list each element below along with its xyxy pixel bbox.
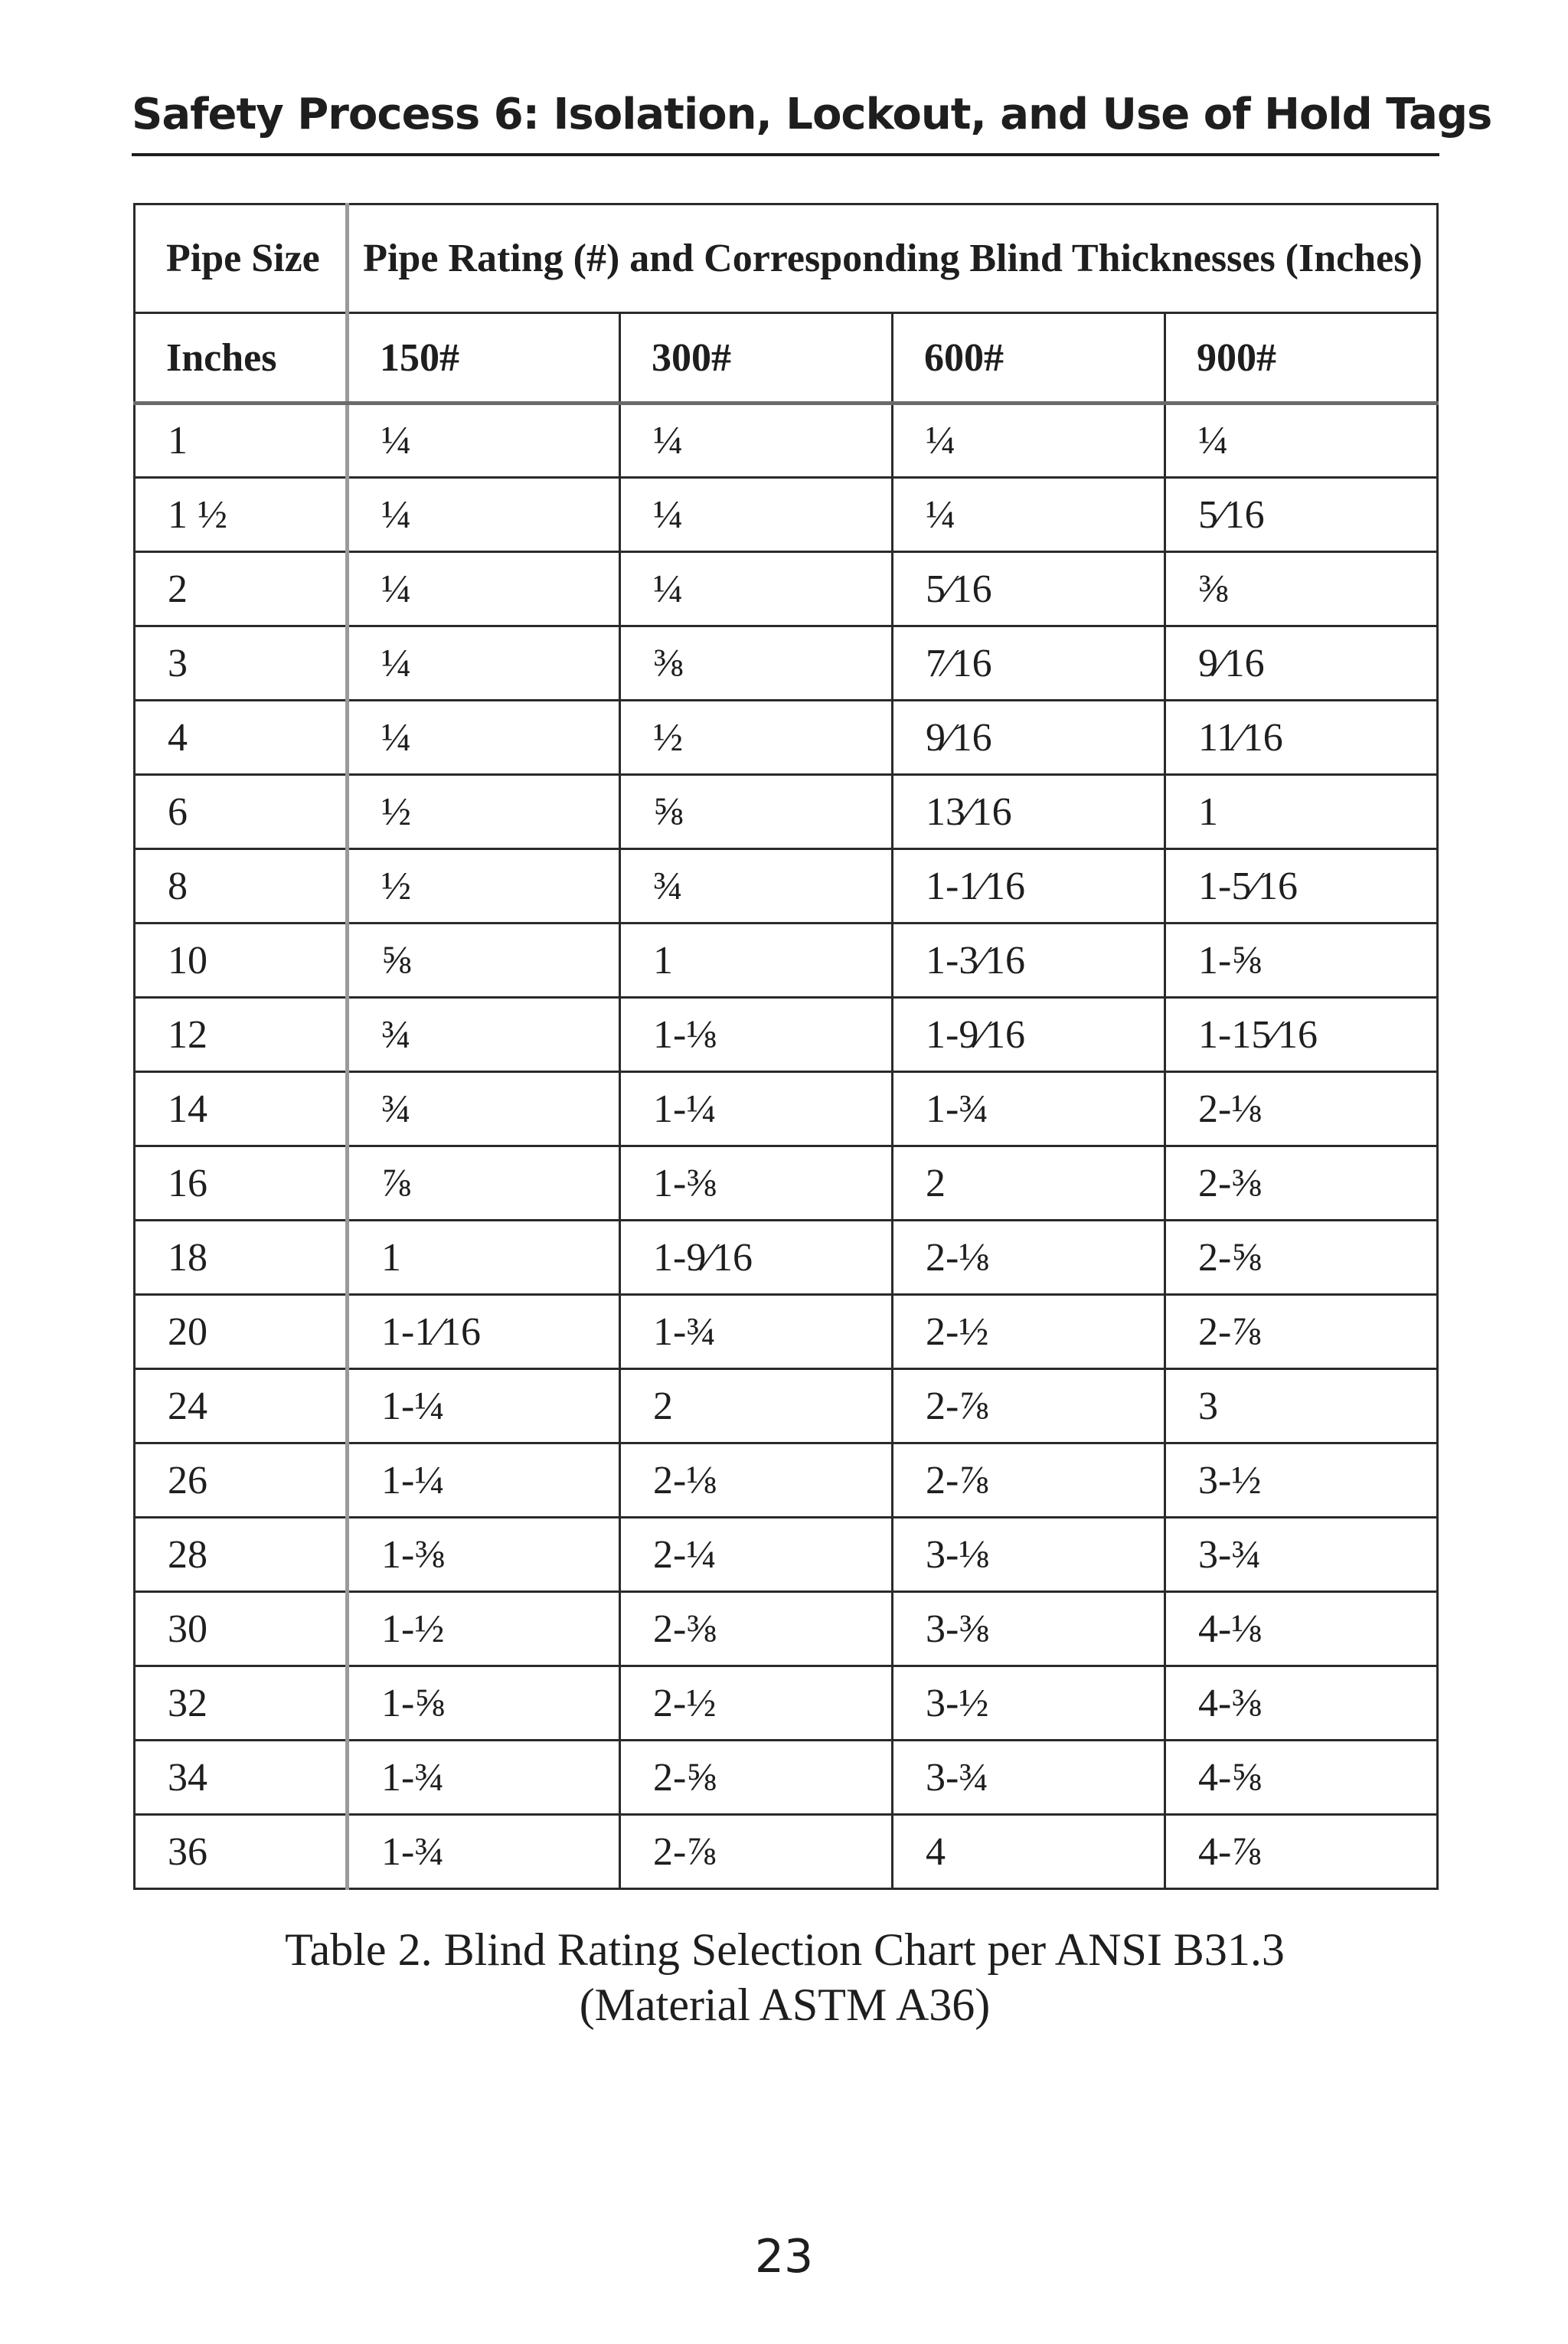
rating-600-cell: 3-½: [893, 1666, 1165, 1741]
size-cell: 24: [135, 1369, 348, 1443]
size-cell: 36: [135, 1815, 348, 1889]
table-body: [135, 404, 1438, 1889]
rating-600-cell: 2-⅞: [893, 1443, 1165, 1518]
size-cell: 32: [135, 1666, 348, 1741]
rating-900-cell: 1: [1165, 775, 1438, 849]
pipe-size-header: Pipe Size: [135, 204, 348, 313]
rating-150-cell: ¼: [348, 552, 620, 626]
rating-600-cell: 2: [893, 1146, 1165, 1221]
rating-900-cell: 2-⅜: [1165, 1146, 1438, 1221]
table-row: [135, 1369, 1438, 1443]
rating-600-cell: 2-⅞: [893, 1369, 1165, 1443]
caption-line-2: (Material ASTM A36): [579, 1979, 991, 2030]
size-cell: 8: [135, 849, 348, 924]
rating-900-cell: 2-⅛: [1165, 1072, 1438, 1146]
rating-300-cell: ¼: [620, 478, 893, 552]
rating-150-cell: ⅝: [348, 924, 620, 998]
rating-300-cell: 1: [620, 924, 893, 998]
rating-900-cell: 4-⅜: [1165, 1666, 1438, 1741]
rating-300-cell: 2-⅝: [620, 1741, 893, 1815]
rating-300-cell: ¼: [620, 404, 893, 478]
rating-150-cell: ¼: [348, 404, 620, 478]
rating-150-cell: ¼: [348, 626, 620, 701]
rating-600-cell: ¼: [893, 478, 1165, 552]
header-row-columns: [135, 313, 1438, 404]
table-caption: [133, 1922, 1436, 2032]
size-cell: 10: [135, 924, 348, 998]
column-header-inches: Inches: [135, 313, 348, 404]
rating-600-cell: 3-⅛: [893, 1518, 1165, 1592]
table-row: [135, 1072, 1438, 1146]
rating-900-cell: 3: [1165, 1369, 1438, 1443]
rating-150-cell: 1-⅜: [348, 1518, 620, 1592]
table-row: [135, 1518, 1438, 1592]
table-header: [135, 204, 1438, 404]
table-row: [135, 849, 1438, 924]
blind-rating-table: [133, 203, 1439, 1890]
column-header-150: 150#: [348, 313, 620, 404]
rating-600-cell: 13⁄16: [893, 775, 1165, 849]
rating-150-cell: 1-⅝: [348, 1666, 620, 1741]
rating-150-cell: 1-¼: [348, 1443, 620, 1518]
table-row: [135, 775, 1438, 849]
table-row: [135, 1443, 1438, 1518]
rating-900-cell: ⅜: [1165, 552, 1438, 626]
size-cell: 1: [135, 404, 348, 478]
rating-150-cell: ½: [348, 849, 620, 924]
rating-600-cell: 1-1⁄16: [893, 849, 1165, 924]
rating-300-cell: ½: [620, 701, 893, 775]
rating-300-cell: ⅝: [620, 775, 893, 849]
rating-300-cell: 1-¼: [620, 1072, 893, 1146]
table-row: [135, 1295, 1438, 1369]
rating-300-cell: 2-¼: [620, 1518, 893, 1592]
rating-900-cell: 2-⅝: [1165, 1221, 1438, 1295]
rating-900-cell: 1-5⁄16: [1165, 849, 1438, 924]
table-row: [135, 626, 1438, 701]
size-cell: 16: [135, 1146, 348, 1221]
rating-900-cell: 11⁄16: [1165, 701, 1438, 775]
rating-300-cell: ¾: [620, 849, 893, 924]
table-row: [135, 924, 1438, 998]
size-cell: 4: [135, 701, 348, 775]
rating-600-cell: 1-9⁄16: [893, 998, 1165, 1072]
size-cell: 30: [135, 1592, 348, 1666]
table-row: [135, 478, 1438, 552]
pipe-rating-group-header: Pipe Rating (#) and Corresponding Blind Thicknesses (Inches): [348, 204, 1438, 313]
rating-900-cell: 9⁄16: [1165, 626, 1438, 701]
rating-600-cell: 9⁄16: [893, 701, 1165, 775]
rating-600-cell: 1-3⁄16: [893, 924, 1165, 998]
rating-600-cell: 1-¾: [893, 1072, 1165, 1146]
size-cell: 28: [135, 1518, 348, 1592]
column-header-600: 600#: [893, 313, 1165, 404]
rating-600-cell: ¼: [893, 404, 1165, 478]
rating-900-cell: 2-⅞: [1165, 1295, 1438, 1369]
rating-150-cell: ½: [348, 775, 620, 849]
size-cell: 20: [135, 1295, 348, 1369]
table-row: [135, 1741, 1438, 1815]
rating-900-cell: ¼: [1165, 404, 1438, 478]
rating-300-cell: 2-⅞: [620, 1815, 893, 1889]
rating-900-cell: 1-15⁄16: [1165, 998, 1438, 1072]
rating-150-cell: 1-¼: [348, 1369, 620, 1443]
size-cell: 3: [135, 626, 348, 701]
column-header-900: 900#: [1165, 313, 1438, 404]
rating-900-cell: 5⁄16: [1165, 478, 1438, 552]
rating-300-cell: 1-⅜: [620, 1146, 893, 1221]
header-row-group: [135, 204, 1438, 313]
rating-150-cell: 1-¾: [348, 1815, 620, 1889]
table-row: [135, 1592, 1438, 1666]
rating-900-cell: 4-⅞: [1165, 1815, 1438, 1889]
table-row: [135, 1815, 1438, 1889]
page-title: Safety Process 6: Isolation, Lockout, and Use of Hold Tags: [132, 90, 1492, 139]
rating-600-cell: 2-⅛: [893, 1221, 1165, 1295]
table-row: [135, 404, 1438, 478]
size-cell: 1 ½: [135, 478, 348, 552]
rating-900-cell: 3-¾: [1165, 1518, 1438, 1592]
rating-300-cell: 2-½: [620, 1666, 893, 1741]
table-row: [135, 1146, 1438, 1221]
rating-300-cell: 1-¾: [620, 1295, 893, 1369]
table-row: [135, 1666, 1438, 1741]
rating-900-cell: 3-½: [1165, 1443, 1438, 1518]
rating-300-cell: ¼: [620, 552, 893, 626]
rating-600-cell: 3-⅜: [893, 1592, 1165, 1666]
rating-600-cell: 5⁄16: [893, 552, 1165, 626]
rating-150-cell: ⅞: [348, 1146, 620, 1221]
rating-150-cell: ¼: [348, 478, 620, 552]
rating-150-cell: ¾: [348, 1072, 620, 1146]
table-row: [135, 998, 1438, 1072]
table-row: [135, 1221, 1438, 1295]
size-cell: 14: [135, 1072, 348, 1146]
rating-300-cell: 2: [620, 1369, 893, 1443]
rating-600-cell: 2-½: [893, 1295, 1165, 1369]
rating-900-cell: 4-⅝: [1165, 1741, 1438, 1815]
size-cell: 26: [135, 1443, 348, 1518]
rating-900-cell: 1-⅝: [1165, 924, 1438, 998]
rating-150-cell: ¾: [348, 998, 620, 1072]
caption-line-1: Table 2. Blind Rating Selection Chart per ANSI B31.3: [285, 1924, 1285, 1975]
page-header: [132, 83, 1492, 156]
rating-300-cell: 1-9⁄16: [620, 1221, 893, 1295]
rating-150-cell: ¼: [348, 701, 620, 775]
size-cell: 12: [135, 998, 348, 1072]
size-cell: 18: [135, 1221, 348, 1295]
table-row: [135, 552, 1438, 626]
rating-150-cell: 1-½: [348, 1592, 620, 1666]
rating-150-cell: 1-¾: [348, 1741, 620, 1815]
size-cell: 6: [135, 775, 348, 849]
rating-600-cell: 4: [893, 1815, 1165, 1889]
rating-150-cell: 1: [348, 1221, 620, 1295]
column-header-300: 300#: [620, 313, 893, 404]
rating-300-cell: 2-⅜: [620, 1592, 893, 1666]
page-number: 23: [754, 2230, 814, 2284]
rating-300-cell: ⅜: [620, 626, 893, 701]
rating-600-cell: 7⁄16: [893, 626, 1165, 701]
table-row: [135, 701, 1438, 775]
rating-900-cell: 4-⅛: [1165, 1592, 1438, 1666]
rating-150-cell: 1-1⁄16: [348, 1295, 620, 1369]
rating-600-cell: 3-¾: [893, 1741, 1165, 1815]
size-cell: 34: [135, 1741, 348, 1815]
rating-300-cell: 2-⅛: [620, 1443, 893, 1518]
rating-300-cell: 1-⅛: [620, 998, 893, 1072]
size-cell: 2: [135, 552, 348, 626]
